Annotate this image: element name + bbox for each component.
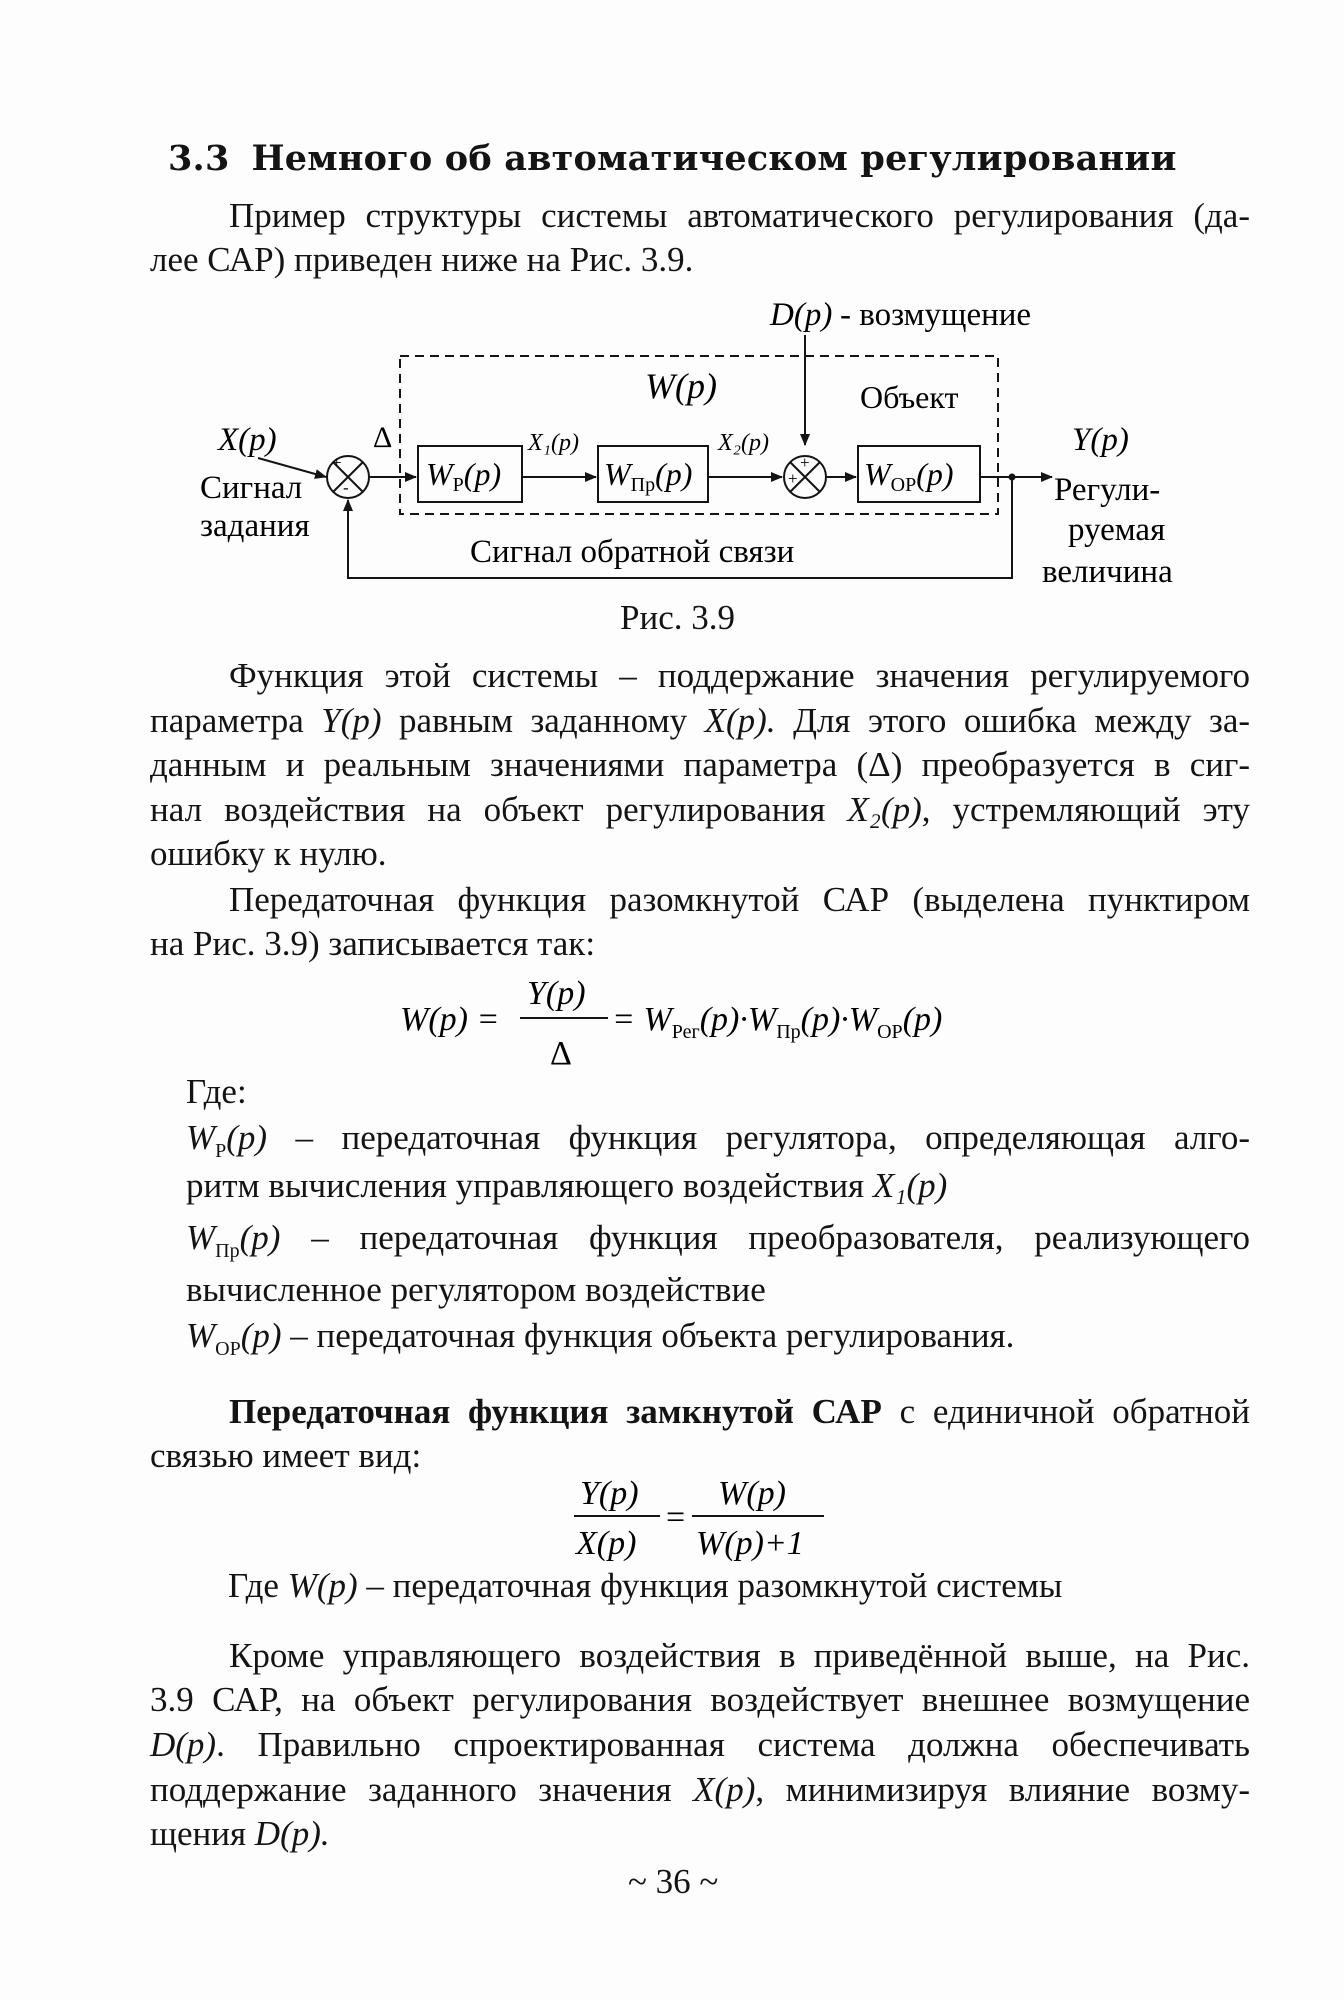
svg-text:Y(p): Y(p) — [527, 975, 586, 1012]
para2-line-1: Передаточная функция разомкнутой САР (выделена пунктиром — [229, 880, 1250, 919]
para1-line-1: Функция этой системы – поддержание значения регулируемого — [229, 656, 1250, 695]
where-def-1: $W_Р(p)$ – передаточная функция регулятора, определяющая алго- — [186, 1118, 1250, 1162]
para5-line-4: поддержание заданного значения X(p), минимизируя влияние возму- — [150, 1770, 1250, 1809]
svg-text:= WРег(p)·WПр(p)·WОР(p): = $W_{Рег}(p)\cdot W_{Пр}(p)\cdot W_{ОР}(p)$ — [612, 1001, 943, 1043]
sum2-plus-left: + — [788, 469, 798, 488]
svg-text:W(p)+1: W(p)+1 — [696, 1525, 804, 1562]
svg-text:W(p): W(p) — [718, 1475, 786, 1512]
svg-text:W(p) =: W(p) = — [400, 1001, 500, 1038]
svg-text:WОР(p): WОР(p) — [864, 456, 954, 496]
svg-text:WР(p): WР(p) — [426, 456, 502, 496]
para5-line-2: 3.9 САР, на объект регулирования воздействует внешнее возмущение — [150, 1680, 1250, 1719]
sum1-plus: + — [332, 453, 342, 472]
para4: Где W(p) – передаточная функция разомкнутой системы — [228, 1566, 1063, 1605]
para5-line-1: Кроме управляющего воздействия в приведённой выше, на Рис. — [229, 1636, 1250, 1675]
svg-text:Y(p): Y(p) — [580, 1475, 639, 1512]
where-def-2: $W_{Пр}(p)$ – передаточная функция преобразователя, реализующего — [186, 1218, 1251, 1262]
disturbance-text: - возмущение — [840, 297, 1032, 333]
x1-label: X₁(p) — [528, 430, 579, 456]
para1-line-5: ошибку к нулю. — [150, 834, 387, 873]
para3-line-2: связью имеет вид: — [150, 1436, 422, 1475]
feedback-text: Сигнал обратной связи — [470, 534, 795, 570]
sum1-minus: - — [343, 478, 349, 497]
para3-line-1: Передаточная функция замкнутой САР с единичной обратной — [229, 1392, 1250, 1431]
input-text-2: задания — [200, 508, 310, 544]
x2-label: X₂(p) — [718, 430, 769, 456]
sum2-plus-top: + — [800, 453, 810, 472]
where-def-1-cont: ритм вычисления управляющего воздействия X₁(p) — [186, 1166, 948, 1205]
svg-text:X(p): X(p) — [576, 1525, 637, 1562]
where-def-3: $W_{ОР}(p)$ – передаточная функция объекта регулирования. — [186, 1316, 1015, 1360]
svg-text:WПр(p): WПр(p) — [604, 456, 693, 496]
section-number: 3.3 — [168, 138, 230, 179]
para2-line-2: на Рис. 3.9) записывается так: — [150, 924, 596, 963]
svg-text:Δ: Δ — [550, 1035, 572, 1072]
input-text-1: Сигнал — [200, 470, 303, 506]
para5-line-3: D(p). Правильно спроектированная система должна обеспечивать — [150, 1725, 1250, 1764]
figure-caption: Рис. 3.9 — [620, 598, 735, 637]
output-text-2: руемая — [1068, 512, 1166, 548]
object-label: Объект — [860, 379, 959, 415]
w-label: W(p) — [645, 366, 717, 406]
intro-line-2: лее САР) приведен ниже на Рис. 3.9. — [150, 240, 694, 279]
page-number: ~ 36 ~ — [628, 1862, 719, 1901]
input-label: X(p) — [218, 422, 277, 458]
svg-text:=: = — [666, 1499, 686, 1536]
section-title: Немного об автоматическом регулировании — [251, 138, 1177, 179]
para5-line-5: щения D(p). — [150, 1814, 330, 1853]
delta-label: Δ — [373, 421, 393, 454]
para1-line-2: параметра Y(p) равным заданному X(p). Для этого ошибка между за- — [150, 701, 1251, 740]
output-label: Y(p) — [1072, 422, 1129, 458]
output-text-3: величина — [1042, 554, 1173, 590]
where-title: Где: — [186, 1072, 247, 1111]
para1-line-3: данным и реальным значениями параметра (Δ) преобразуется в сиг- — [150, 745, 1250, 784]
para1-line-4: нал воздействия на объект регулирования X₂(p), устремляющий эту — [150, 790, 1251, 829]
output-text-1: Регули- — [1054, 472, 1161, 508]
disturbance-label: D(p) — [770, 297, 833, 333]
where-def-2-cont: вычисленное регулятором воздействие — [186, 1270, 766, 1309]
intro-line-1: Пример структуры системы автоматического регулирования (да- — [229, 196, 1250, 235]
